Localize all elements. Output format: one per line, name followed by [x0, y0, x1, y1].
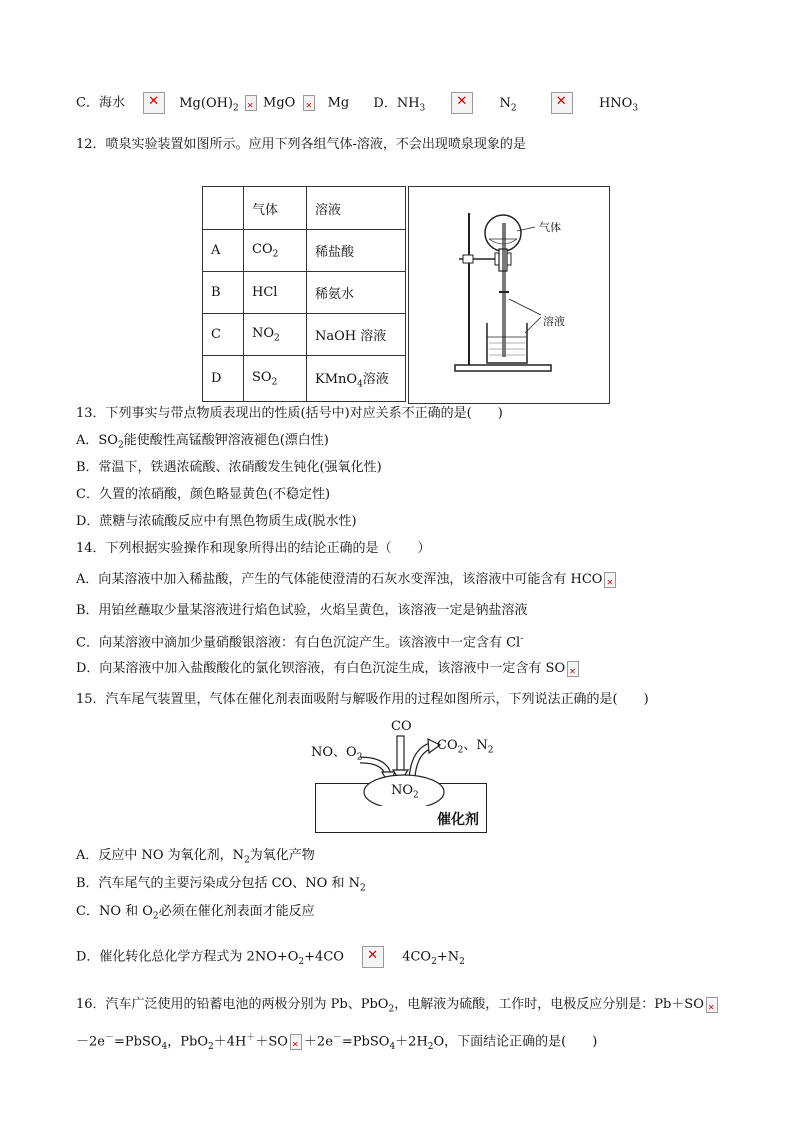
row-solution: NaOH 溶液: [307, 314, 406, 356]
q15-option-a: A．反应中 NO 为氧化剂，$N_2$为氧化产物: [76, 848, 315, 866]
broken-image-icon: [143, 92, 165, 114]
diagram-no2: $NO_2$: [391, 783, 419, 801]
q14-option-b: B．用铂丝蘸取少量某溶液进行焰色试验，火焰呈黄色，该溶液一定是钠盐溶液: [76, 603, 528, 618]
row-option: A: [203, 230, 244, 272]
table-row: [203, 272, 406, 314]
row-solution: 稀盐酸: [307, 230, 406, 272]
diagram-co: CO: [391, 719, 412, 734]
broken-image-icon: [290, 1034, 302, 1050]
q11-option-line: [76, 92, 638, 117]
q14-option-a: A．向某溶液中加入稀盐酸，产生的气体能使澄清的石灰水变浑浊，该溶液中可能含有 HCO✕: [76, 571, 618, 589]
q13-option-c: C．久置的浓硝酸，颜色略显黄色(不稳定性): [76, 487, 331, 502]
q11-mgoh2: $Mg(OH)_2$: [179, 95, 239, 114]
row-gas: $CO_2$: [244, 230, 307, 272]
q13-option-b: B．常温下，铁遇浓硫酸、浓硝酸发生钝化(强氧化性): [76, 460, 382, 475]
row-solution: 稀氨水: [307, 272, 406, 314]
fountain-apparatus-diagram: [408, 186, 610, 404]
q15-option-b: B．汽车尾气的主要污染成分包括 CO、NO 和 $N_2$: [76, 876, 366, 894]
q13-stem: 13．下列事实与带点物质表现出的性质(括号中)对应关系不正确的是( ): [76, 406, 503, 421]
table-row: [203, 230, 406, 272]
table-header-blank: [203, 187, 244, 230]
diagram-no-o2: NO、$O_2$: [311, 745, 363, 763]
q15-option-c: C．NO 和 $O_2$必须在催化剂表面才能反应: [76, 904, 315, 922]
q14-option-c: C．向某溶液中滴加少量硝酸银溶液：有白色沉淀产生。该溶液中一定含有 Cl-: [76, 634, 524, 651]
broken-image-icon: [451, 92, 473, 114]
q16-line2: －2e－=PbSO$_4$，PbO$_2$＋4H＋＋SO✕ $+2e^-=PbSO_4+2H_2O$，下面结论正确的是( ): [76, 1029, 597, 1056]
table-row: [203, 314, 406, 356]
row-solution: KMnO$_4$溶液: [307, 356, 406, 402]
q16-line1: 16．汽车广泛使用的铅蓄电池的两极分别为 Pb、PbO$_2$，电解液为硫酸，工作时，电极反应分别是：Pb＋SO✕: [76, 996, 720, 1019]
broken-image-icon: [706, 997, 718, 1013]
q13-option-d: D．蔗糖与浓硫酸反应中有黑色物质生成(脱水性): [76, 514, 357, 529]
row-gas: HCl: [244, 272, 307, 314]
q14-stem: 14．下列根据实验操作和现象所得出的结论正确的是（ ）: [76, 541, 431, 556]
q15-stem: 15．汽车尾气装置里，气体在催化剂表面吸附与解吸作用的过程如图所示，下列说法正确的是( ): [76, 692, 649, 707]
broken-image-icon: [551, 92, 573, 114]
q11-hno3: $HNO_3$: [598, 95, 639, 114]
q12-table: [202, 186, 406, 402]
broken-image-icon: [362, 946, 384, 968]
q12-stem: 12．喷泉实验装置如图所示。应用下列各组气体-溶液，不会出现喷泉现象的是: [76, 137, 526, 152]
diagram-label-gas: 气体: [539, 221, 561, 234]
q13-option-a: A．$SO_2$能使酸性高锰酸钾溶液褪色(漂白性): [76, 433, 329, 451]
table-header-solution: 溶液: [307, 187, 406, 230]
diagram-co2-n2: $CO_2$、$N_2$: [437, 738, 494, 756]
broken-image-icon: [604, 572, 616, 588]
broken-image-icon: [567, 661, 579, 677]
q14-option-d: D．向某溶液中加入盐酸酸化的氯化钡溶液，有白色沉淀生成，该溶液中一定含有 SO✕: [76, 660, 581, 678]
row-gas: $SO_2$: [244, 356, 307, 402]
broken-image-icon: [303, 95, 315, 111]
fountain-apparatus-icon: [409, 187, 609, 403]
q11-mgo: MgO: [263, 95, 296, 111]
row-option: B: [203, 272, 244, 314]
q11-c-prefix: C．海水: [76, 95, 125, 111]
row-option: C: [203, 314, 244, 356]
broken-image-icon: [245, 95, 257, 111]
diagram-label-solution: 溶液: [543, 315, 565, 328]
q15-option-d: D．催化转化总化学方程式为 $2NO+O_2+4CO$ ✕ $4CO_2+N_2$: [76, 946, 465, 971]
q11-mg: Mg: [327, 95, 350, 111]
row-gas: $NO_2$: [244, 314, 307, 356]
q11-n2: $N_2$: [499, 95, 517, 114]
q11-d-nh3: D．$NH_3$: [373, 95, 426, 114]
table-header-gas: 气体: [244, 187, 307, 230]
diagram-catalyst-label: 催化剂: [437, 812, 479, 828]
table-row: [203, 356, 406, 402]
row-option: D: [203, 356, 244, 402]
